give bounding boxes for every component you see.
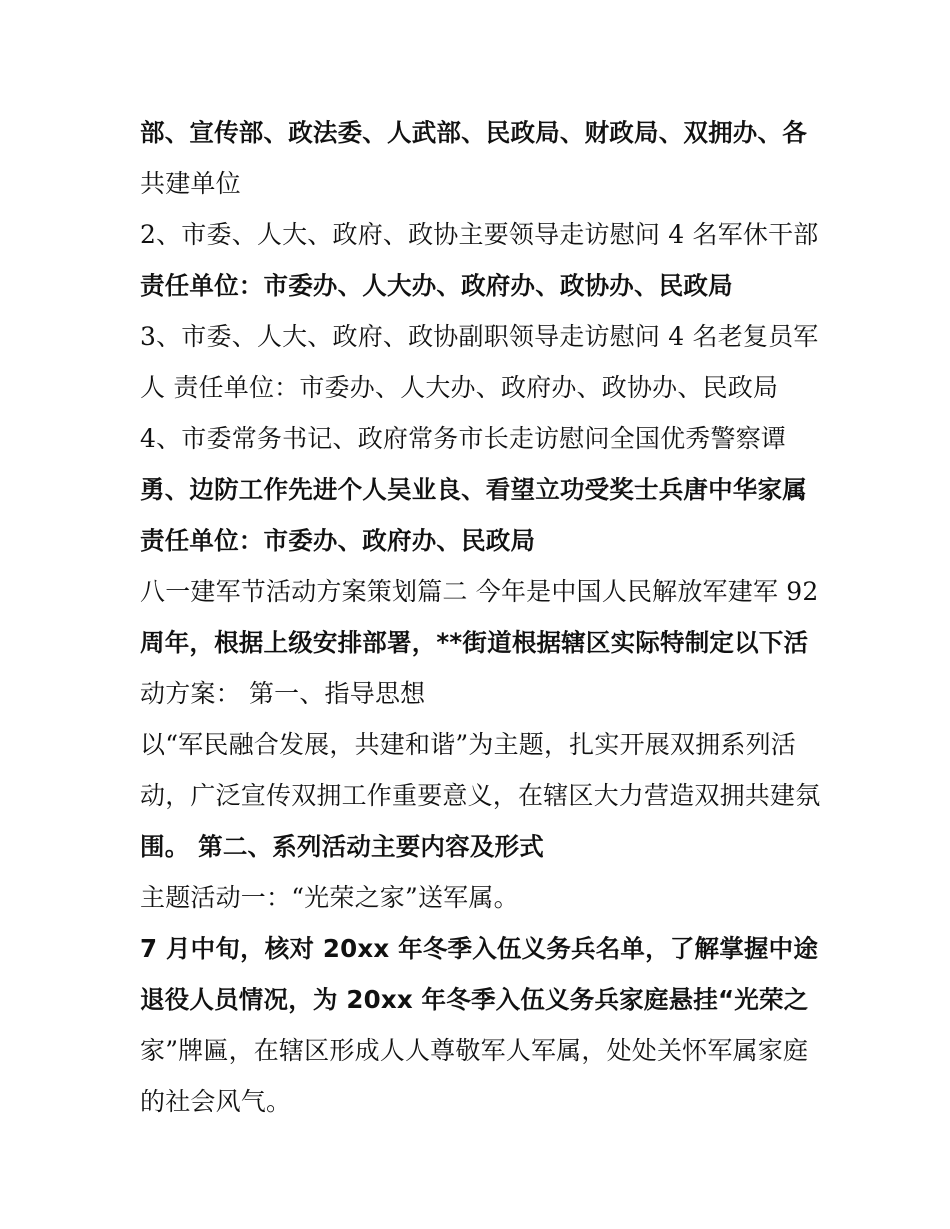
text-line-13: 以“军民融合发展，共建和谐”为主题，扎实开展双拥系列活	[140, 730, 796, 759]
text-line-15: 围。 第二、系列活动主要内容及形式	[140, 832, 544, 861]
text-line-19: 家”牌匾，在辖区形成人人尊敬军人军属，处处关怀军属家庭	[140, 1036, 809, 1065]
text-line-16: 主题活动一：“光荣之家”送军属。	[140, 883, 519, 912]
text-line-18: 退役人员情况，为 20xx 年冬季入伍义务兵家庭悬挂“光荣之	[140, 985, 809, 1014]
text-line-9: 责任单位：市委办、政府办、民政局	[140, 526, 536, 555]
text-line-20: 的社会风气。	[140, 1087, 292, 1116]
text-line-7: 4、市委常务书记、政府常务市长走访慰问全国优秀警察谭	[140, 424, 787, 453]
text-line-1: 部、宣传部、政法委、人武部、民政局、财政局、双拥办、各	[140, 118, 807, 147]
text-line-5: 3、市委、人大、政府、政协副职领导走访慰问 4 名老复员军	[140, 322, 819, 351]
text-line-11: 周年，根据上级安排部署，**街道根据辖区实际特制定以下活	[140, 628, 809, 657]
text-line-3: 2、市委、人大、政府、政协主要领导走访慰问 4 名军休干部	[140, 220, 819, 249]
text-line-17: 7 月中旬，核对 20xx 年冬季入伍义务兵名单，了解掌握中途	[140, 934, 819, 963]
text-line-10: 八一建军节活动方案策划篇二 今年是中国人民解放军建军 92	[140, 577, 819, 606]
text-line-2: 共建单位	[140, 169, 241, 198]
text-line-12: 动方案： 第一、指导思想	[140, 679, 426, 708]
document-body	[140, 107, 820, 1127]
text-line-8: 勇、边防工作先进个人吴业良、看望立功受奖士兵唐中华家属	[140, 475, 807, 504]
text-line-4: 责任单位：市委办、人大办、政府办、政协办、民政局	[140, 271, 733, 300]
text-line-14: 动，广泛宣传双拥工作重要意义，在辖区大力营造双拥共建氛	[140, 781, 820, 810]
text-line-6: 人 责任单位：市委办、人大办、政府办、政协办、民政局	[140, 373, 779, 402]
